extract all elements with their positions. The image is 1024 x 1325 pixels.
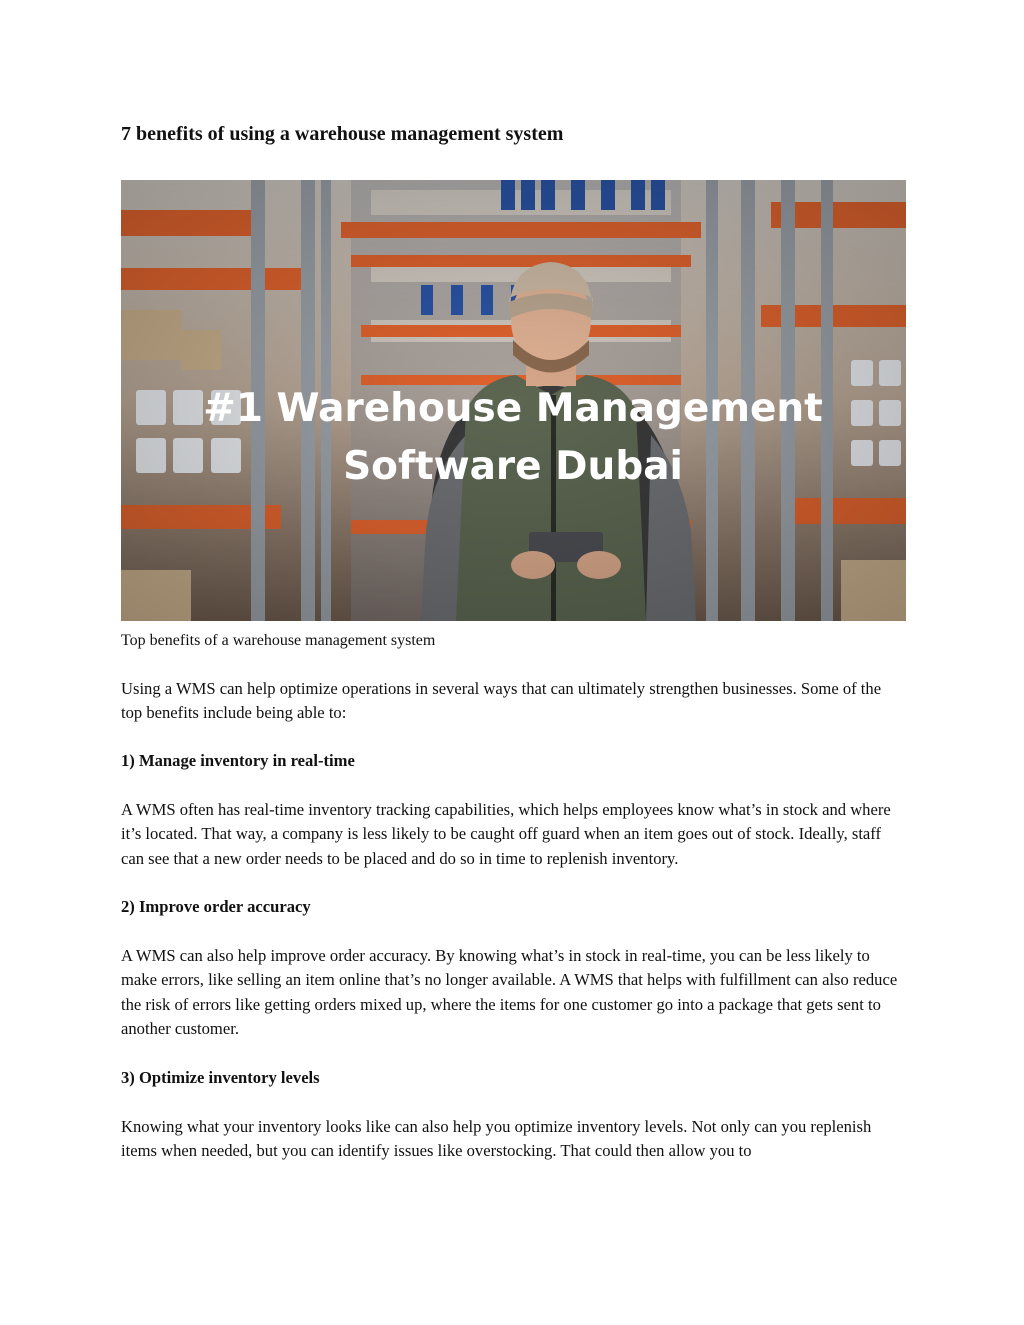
section-body: A WMS can also help improve order accuracy. By knowing what’s in stock in real-time, you can be less likely to make errors, like selling an item online that’s no longer available. A WMS that helps with fulfillment can also reduce the risk of errors like getting orders mixed up, where the items for one customer go into a package that gets sent to another customer. <box>121 946 898 1038</box>
hero-overlay-title-line1: #1 Warehouse Management <box>203 386 823 431</box>
section-heading: 3) Optimize inventory levels <box>121 1068 320 1087</box>
article-title: 7 benefits of using a warehouse management system <box>121 123 564 145</box>
image-caption: Top benefits of a warehouse management system <box>121 632 436 649</box>
intro-paragraph: Using a WMS can help optimize operations in several ways that can ultimately strengthen businesses. Some of the top benefits include being able to: <box>121 679 882 723</box>
section-heading: 1) Manage inventory in real-time <box>121 751 355 770</box>
warehouse-hero-image <box>121 180 906 621</box>
hero-overlay-title-line2: Software Dubai <box>343 444 683 489</box>
section-body: A WMS often has real-time inventory tracking capabilities, which helps employees know what’s in stock and where it’s located. That way, a company is less likely to be caught off guard when an item goes out of stock. Ideally, staff can see that a new order needs to be placed and do so in time to replenish inventory. <box>121 800 891 868</box>
section-heading: 2) Improve order accuracy <box>121 897 311 916</box>
section-body: Knowing what your inventory looks like can also help you optimize inventory levels. Not only can you replenish items when needed, but you can identify issues like overstocking. That could then allow you to <box>121 1117 872 1161</box>
